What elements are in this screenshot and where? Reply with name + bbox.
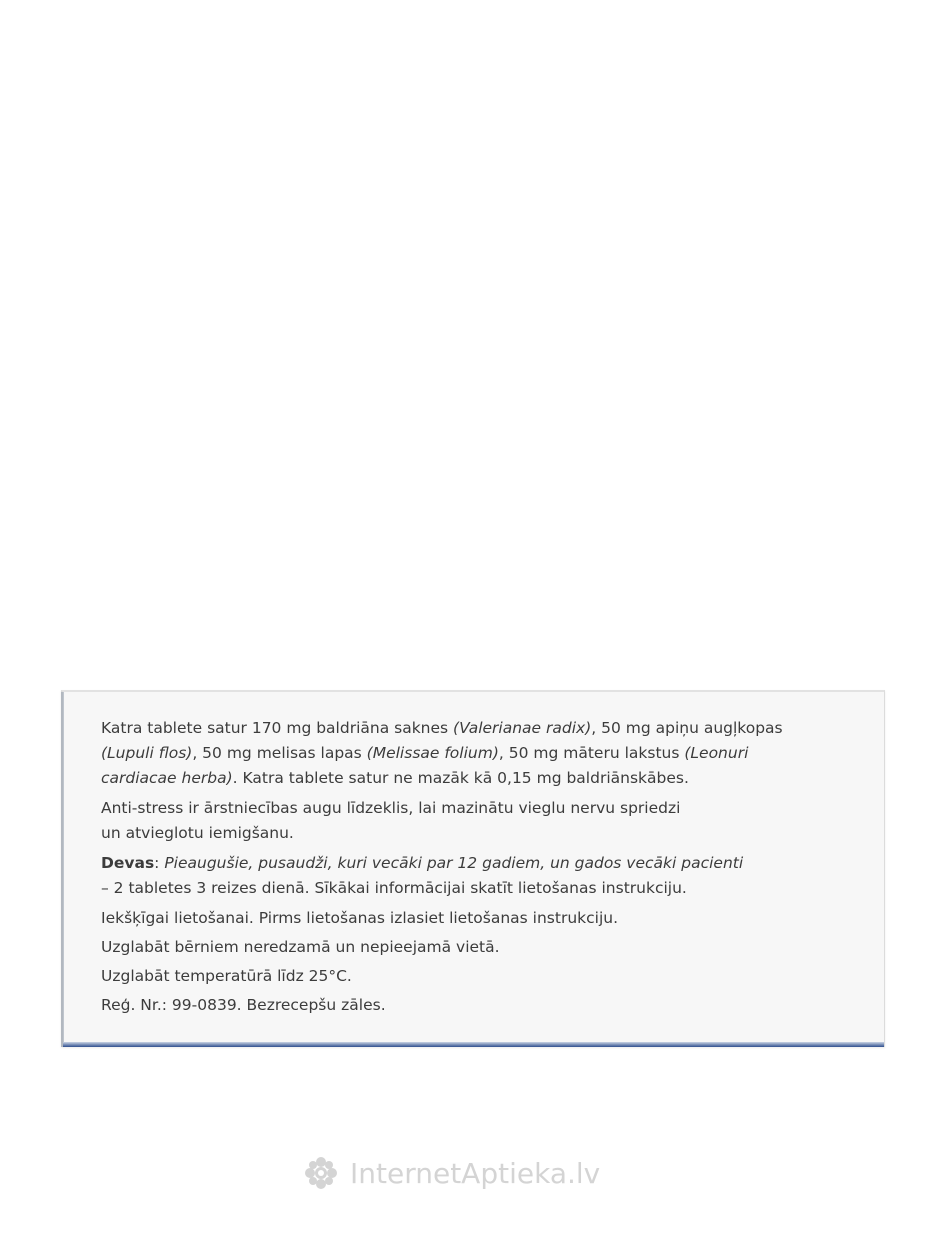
registration-number: Reģ. Nr.: 99-0839. Bezrecepšu zāles. bbox=[101, 996, 386, 1014]
dosage-label: Devas bbox=[101, 854, 155, 872]
indication-line-2: un atvieglotu iemigšanu. bbox=[101, 824, 294, 842]
package-text bbox=[101, 716, 861, 1022]
composition-line-3 bbox=[101, 766, 861, 791]
indication-line-1: Anti-stress ir ārstniecības augu līdzeklis, lai mazinātu vieglu nervu spriedzi bbox=[101, 799, 681, 817]
composition-text: , 50 mg melisas lapas bbox=[192, 744, 367, 762]
storage-children-note: Uzglabāt bērniem neredzamā un nepieejamā vietā. bbox=[101, 938, 500, 956]
latin-name-melissae: (Melissae folium) bbox=[366, 744, 499, 762]
composition-text: , 50 mg apiņu augļkopas bbox=[591, 719, 783, 737]
dosage-line-1 bbox=[101, 851, 861, 876]
watermark-text: InternetAptieka.lv bbox=[350, 1156, 601, 1190]
composition-line-2 bbox=[101, 741, 861, 766]
dosage-population: Pieaugušie, pusaudži, kuri vecāki par 12 gadiem, un gados vecāki pacienti bbox=[164, 854, 744, 872]
indication-paragraph bbox=[101, 796, 861, 846]
dosage-paragraph bbox=[101, 851, 861, 901]
package-left-edge bbox=[61, 692, 64, 1047]
composition-text: , 50 mg māteru lakstus bbox=[498, 744, 685, 762]
package-side-panel bbox=[61, 690, 885, 1047]
cross-flower-icon bbox=[304, 1156, 338, 1190]
composition-line-1 bbox=[101, 716, 861, 741]
latin-name-leonuri: (Leonuri bbox=[684, 744, 749, 762]
composition-paragraph bbox=[101, 716, 861, 791]
storage-temperature-note: Uzglabāt temperatūrā līdz 25°C. bbox=[101, 967, 352, 985]
administration-note: Iekšķīgai lietošanai. Pirms lietošanas izlasiet lietošanas instrukciju. bbox=[101, 909, 619, 927]
dosage-colon: : bbox=[154, 854, 165, 872]
composition-text: . Katra tablete satur ne mazāk kā 0,15 mg baldriānskābes. bbox=[232, 769, 689, 787]
latin-name-leonuri-cont: cardiacae herba) bbox=[101, 769, 233, 787]
dosage-line-2: – 2 tabletes 3 reizes dienā. Sīkākai informācijai skatīt lietošanas instrukciju. bbox=[101, 879, 687, 897]
latin-name-valeriana: (Valerianae radix) bbox=[453, 719, 592, 737]
package-bottom-edge bbox=[63, 1042, 884, 1047]
watermark bbox=[304, 1153, 600, 1193]
composition-text: Katra tablete satur 170 mg baldriāna saknes bbox=[101, 719, 454, 737]
latin-name-lupuli: (Lupuli flos) bbox=[101, 744, 193, 762]
